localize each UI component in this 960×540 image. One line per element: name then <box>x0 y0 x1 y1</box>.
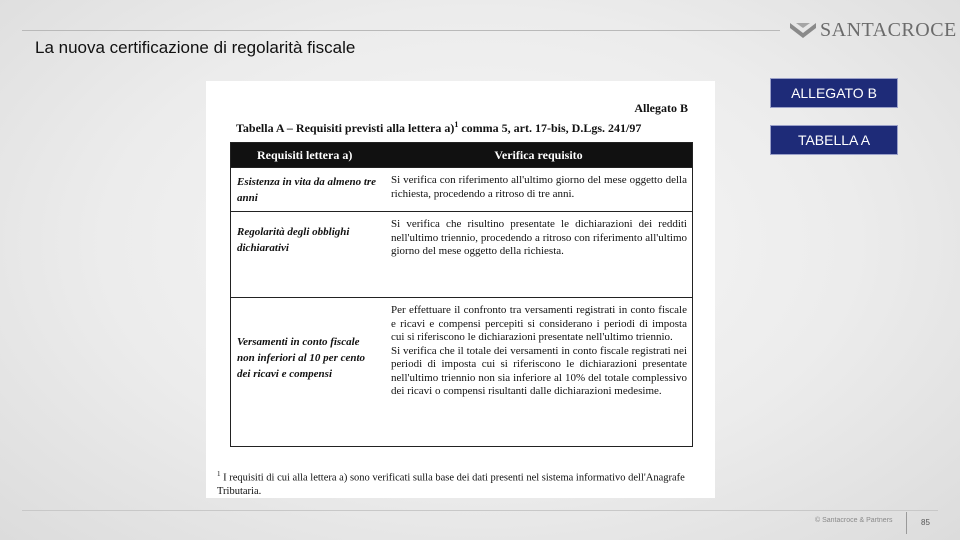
table-row <box>231 211 692 297</box>
table-header <box>231 143 692 167</box>
slide-title: La nuova certificazione di regolarità fiscale <box>35 38 356 57</box>
document-image <box>206 81 715 498</box>
document-allegato-label: Allegato B <box>634 101 688 115</box>
footer-divider <box>22 510 938 511</box>
verification-cell: Si verifica che risultino presentate le dichiarazioni dei redditi nell'ultimo triennio, procedendo a ritroso con riferimento all'ultimo giorno del mese oggetto della richiesta. <box>391 218 687 257</box>
logo <box>790 19 957 42</box>
footnote-marker: 1 <box>217 470 221 478</box>
verification-paragraph: Per effettuare il confronto tra versamenti registrati in conto fiscale e ricavi e compensi percepiti si considerano i periodi di imposta cui si riferiscono le dichiarazioni presentate nell'ultimo triennio. <box>391 304 687 343</box>
page-number: 85 <box>921 518 930 527</box>
table-title-rest: comma 5, art. 17-bis, D.Lgs. 241/97 <box>458 121 642 135</box>
footnote-text: I requisiti di cui alla lettera a) sono verificati sulla base dei dati presenti nel sistema informativo dell'Anagrafe Tributaria. <box>217 472 685 497</box>
document-footnote <box>217 468 707 498</box>
footer-copyright: © Santacroce & Partners <box>815 517 893 524</box>
table-row <box>231 167 692 211</box>
footer-separator <box>906 512 907 534</box>
requirement-cell: Versamenti in conto fiscale non inferiori al 10 per cento dei ricavi e compensi <box>237 336 366 380</box>
table-title-footnote-ref: 1 <box>454 120 459 129</box>
table-row <box>231 297 692 446</box>
tabella-a-button[interactable]: TABELLA A <box>770 125 898 155</box>
verification-paragraph: Si verifica che il totale dei versamenti in conto fiscale registrati nei periodi di imposta cui si riferiscono le dichiarazioni presentate nell'ultimo triennio non sia inferiore al 10% del totale complessivo dei ricavi o compensi risultanti dalle dichiarazioni medesime. <box>391 344 687 397</box>
requirements-table <box>230 142 693 447</box>
requirement-cell: Esistenza in vita da almeno tre anni <box>237 176 377 204</box>
table-title-main: Tabella A – Requisiti previsti alla lettera a) <box>236 121 455 135</box>
document-table-title <box>236 120 641 136</box>
verification-cell <box>385 298 692 446</box>
santacroce-chevron-icon <box>790 21 816 41</box>
requirement-cell: Regolarità degli obblighi dichiarativi <box>237 226 350 254</box>
logo-text: SANTACROCE <box>820 19 957 41</box>
column-header-requirements: Requisiti lettera a) <box>257 148 353 162</box>
header-divider <box>22 30 780 31</box>
verification-cell: Si verifica con riferimento all'ultimo giorno del mese oggetto della richiesta, procedendo a ritroso di tre anni. <box>391 174 687 200</box>
column-header-verification: Verifica requisito <box>494 148 583 162</box>
allegato-b-button[interactable]: ALLEGATO B <box>770 78 898 108</box>
